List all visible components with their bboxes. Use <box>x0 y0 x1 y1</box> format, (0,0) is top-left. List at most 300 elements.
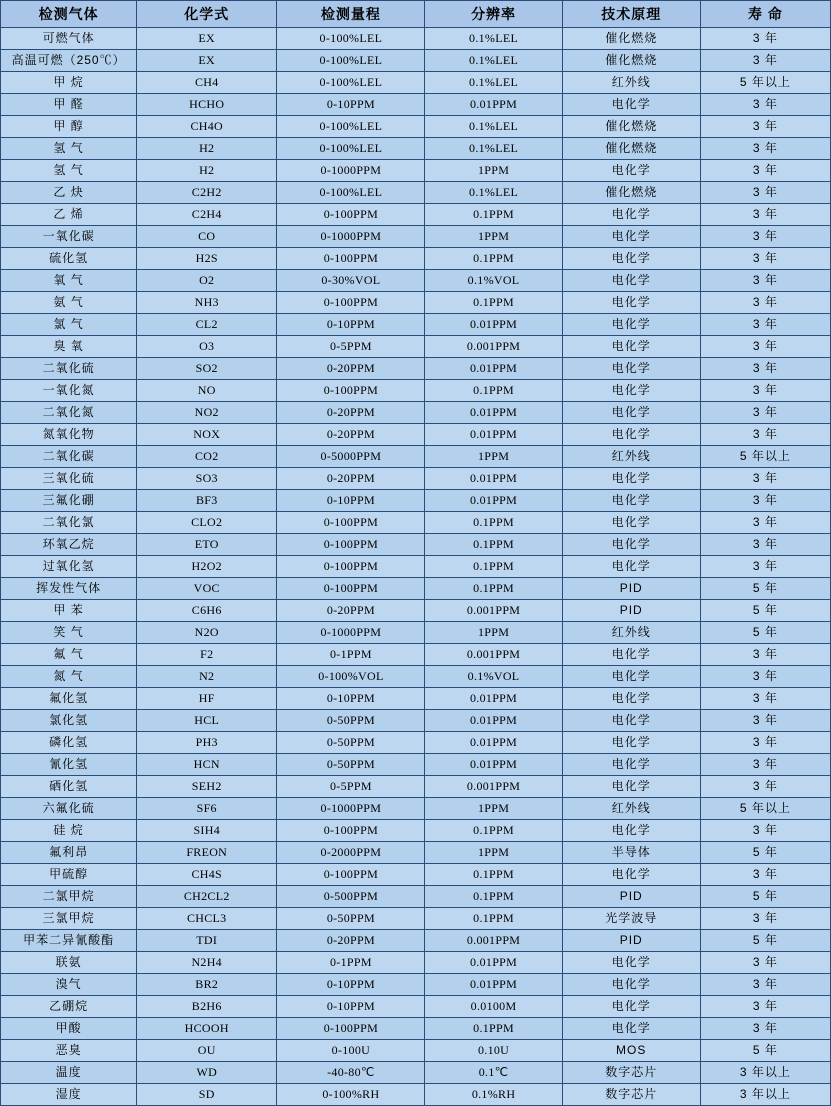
cell-principle: MOS <box>562 1040 700 1062</box>
table-row <box>1 622 831 644</box>
cell-gas: 甲 苯 <box>1 600 137 622</box>
cell-gas: 六氟化硫 <box>1 798 137 820</box>
table-row <box>1 1084 831 1106</box>
table-row <box>1 28 831 50</box>
cell-lifetime: 3 年 <box>700 974 830 996</box>
cell-lifetime: 3 年 <box>700 424 830 446</box>
cell-lifetime: 3 年 <box>700 358 830 380</box>
cell-resolution: 0.1PPM <box>425 556 562 578</box>
cell-lifetime: 3 年 <box>700 754 830 776</box>
cell-lifetime: 3 年 <box>700 776 830 798</box>
cell-range: 0-100%LEL <box>277 72 425 94</box>
cell-principle: 电化学 <box>562 710 700 732</box>
table-row <box>1 226 831 248</box>
cell-resolution: 0.1℃ <box>425 1062 562 1084</box>
cell-lifetime: 5 年以上 <box>700 798 830 820</box>
cell-resolution: 1PPM <box>425 622 562 644</box>
table-row <box>1 996 831 1018</box>
cell-lifetime: 3 年 <box>700 468 830 490</box>
cell-lifetime: 3 年 <box>700 908 830 930</box>
cell-gas: 湿度 <box>1 1084 137 1106</box>
cell-formula: BR2 <box>137 974 277 996</box>
cell-formula: SO2 <box>137 358 277 380</box>
column-header-resolution: 分辨率 <box>425 1 562 28</box>
cell-range: 0-100PPM <box>277 380 425 402</box>
cell-range: 0-100PPM <box>277 204 425 226</box>
cell-lifetime: 5 年以上 <box>700 446 830 468</box>
cell-gas: 乙 烯 <box>1 204 137 226</box>
cell-formula: CO2 <box>137 446 277 468</box>
cell-resolution: 0.1PPM <box>425 204 562 226</box>
cell-formula: O2 <box>137 270 277 292</box>
cell-range: 0-5PPM <box>277 336 425 358</box>
table-row <box>1 138 831 160</box>
cell-range: 0-20PPM <box>277 424 425 446</box>
table-row <box>1 182 831 204</box>
cell-principle: 电化学 <box>562 270 700 292</box>
cell-gas: 氮氧化物 <box>1 424 137 446</box>
table-row <box>1 402 831 424</box>
cell-lifetime: 3 年以上 <box>700 1062 830 1084</box>
cell-range: 0-10PPM <box>277 314 425 336</box>
cell-principle: 红外线 <box>562 798 700 820</box>
cell-range: 0-1PPM <box>277 952 425 974</box>
cell-gas: 甲 醇 <box>1 116 137 138</box>
cell-formula: CHCL3 <box>137 908 277 930</box>
cell-resolution: 1PPM <box>425 226 562 248</box>
cell-lifetime: 5 年 <box>700 578 830 600</box>
cell-range: 0-20PPM <box>277 402 425 424</box>
cell-lifetime: 3 年 <box>700 226 830 248</box>
cell-resolution: 1PPM <box>425 160 562 182</box>
cell-gas: 联氨 <box>1 952 137 974</box>
cell-gas: 温度 <box>1 1062 137 1084</box>
cell-range: 0-10PPM <box>277 688 425 710</box>
cell-lifetime: 3 年 <box>700 666 830 688</box>
cell-principle: 电化学 <box>562 490 700 512</box>
table-row <box>1 358 831 380</box>
cell-principle: 催化燃烧 <box>562 138 700 160</box>
cell-resolution: 0.1%VOL <box>425 270 562 292</box>
cell-formula: B2H6 <box>137 996 277 1018</box>
cell-range: 0-20PPM <box>277 358 425 380</box>
cell-range: 0-20PPM <box>277 468 425 490</box>
cell-gas: 氢 气 <box>1 160 137 182</box>
cell-principle: 电化学 <box>562 380 700 402</box>
cell-gas: 甲 醛 <box>1 94 137 116</box>
cell-formula: CL2 <box>137 314 277 336</box>
cell-range: 0-100PPM <box>277 1018 425 1040</box>
table-row <box>1 160 831 182</box>
cell-principle: 电化学 <box>562 688 700 710</box>
cell-resolution: 0.1%LEL <box>425 28 562 50</box>
table-row <box>1 72 831 94</box>
cell-principle: 电化学 <box>562 974 700 996</box>
cell-formula: CH4 <box>137 72 277 94</box>
cell-lifetime: 5 年 <box>700 930 830 952</box>
cell-gas: 三氧化硫 <box>1 468 137 490</box>
cell-gas: 硒化氢 <box>1 776 137 798</box>
cell-formula: HCHO <box>137 94 277 116</box>
cell-resolution: 1PPM <box>425 446 562 468</box>
cell-range: 0-1000PPM <box>277 160 425 182</box>
cell-gas: 一氧化氮 <box>1 380 137 402</box>
table-row <box>1 556 831 578</box>
cell-principle: PID <box>562 886 700 908</box>
cell-principle: PID <box>562 930 700 952</box>
cell-range: 0-10PPM <box>277 94 425 116</box>
cell-principle: 电化学 <box>562 776 700 798</box>
table-row <box>1 710 831 732</box>
cell-gas: 过氧化氢 <box>1 556 137 578</box>
cell-principle: 电化学 <box>562 402 700 424</box>
cell-gas: 硫化氢 <box>1 248 137 270</box>
cell-lifetime: 3 年 <box>700 864 830 886</box>
cell-lifetime: 3 年 <box>700 644 830 666</box>
cell-formula: NO2 <box>137 402 277 424</box>
cell-lifetime: 5 年以上 <box>700 72 830 94</box>
table-row <box>1 886 831 908</box>
cell-principle: 电化学 <box>562 512 700 534</box>
cell-lifetime: 3 年 <box>700 490 830 512</box>
table-row <box>1 50 831 72</box>
cell-principle: 半导体 <box>562 842 700 864</box>
cell-resolution: 0.01PPM <box>425 314 562 336</box>
cell-range: 0-100PPM <box>277 534 425 556</box>
cell-principle: 电化学 <box>562 424 700 446</box>
cell-resolution: 0.1PPM <box>425 578 562 600</box>
cell-range: 0-10PPM <box>277 490 425 512</box>
cell-range: -40-80℃ <box>277 1062 425 1084</box>
table-row <box>1 204 831 226</box>
cell-resolution: 0.001PPM <box>425 644 562 666</box>
cell-gas: 二氧化碳 <box>1 446 137 468</box>
cell-resolution: 0.1%LEL <box>425 50 562 72</box>
cell-principle: 电化学 <box>562 204 700 226</box>
cell-gas: 二氧化氮 <box>1 402 137 424</box>
cell-principle: 电化学 <box>562 336 700 358</box>
cell-principle: 电化学 <box>562 996 700 1018</box>
cell-gas: 高温可燃（250℃） <box>1 50 137 72</box>
table-row <box>1 1040 831 1062</box>
cell-range: 0-100PPM <box>277 556 425 578</box>
cell-lifetime: 3 年 <box>700 710 830 732</box>
cell-resolution: 0.01PPM <box>425 952 562 974</box>
cell-gas: 氢 气 <box>1 138 137 160</box>
cell-formula: SO3 <box>137 468 277 490</box>
cell-range: 0-50PPM <box>277 908 425 930</box>
table-row <box>1 490 831 512</box>
cell-formula: SF6 <box>137 798 277 820</box>
cell-formula: N2H4 <box>137 952 277 974</box>
cell-range: 0-20PPM <box>277 930 425 952</box>
cell-range: 0-10PPM <box>277 974 425 996</box>
cell-gas: 臭 氧 <box>1 336 137 358</box>
cell-formula: C2H4 <box>137 204 277 226</box>
cell-principle: 电化学 <box>562 754 700 776</box>
cell-gas: 甲苯二异氰酸酯 <box>1 930 137 952</box>
cell-formula: N2 <box>137 666 277 688</box>
cell-gas: 挥发性气体 <box>1 578 137 600</box>
table-row <box>1 512 831 534</box>
cell-resolution: 0.01PPM <box>425 688 562 710</box>
cell-gas: 甲酸 <box>1 1018 137 1040</box>
cell-formula: HCL <box>137 710 277 732</box>
cell-resolution: 0.1PPM <box>425 864 562 886</box>
cell-lifetime: 3 年 <box>700 314 830 336</box>
cell-formula: C6H6 <box>137 600 277 622</box>
cell-formula: NOX <box>137 424 277 446</box>
column-header-gas: 检测气体 <box>1 1 137 28</box>
cell-lifetime: 3 年 <box>700 380 830 402</box>
cell-principle: 电化学 <box>562 732 700 754</box>
cell-gas: 氨 气 <box>1 292 137 314</box>
table-row <box>1 270 831 292</box>
cell-principle: 电化学 <box>562 248 700 270</box>
cell-resolution: 0.01PPM <box>425 94 562 116</box>
cell-resolution: 0.001PPM <box>425 336 562 358</box>
cell-principle: 电化学 <box>562 666 700 688</box>
cell-lifetime: 5 年 <box>700 1040 830 1062</box>
cell-formula: H2 <box>137 160 277 182</box>
cell-resolution: 0.1%LEL <box>425 72 562 94</box>
cell-gas: 可燃气体 <box>1 28 137 50</box>
cell-formula: ETO <box>137 534 277 556</box>
table-row <box>1 930 831 952</box>
cell-range: 0-100%LEL <box>277 28 425 50</box>
cell-lifetime: 3 年 <box>700 556 830 578</box>
table-row <box>1 864 831 886</box>
cell-principle: 电化学 <box>562 864 700 886</box>
table-row <box>1 776 831 798</box>
cell-lifetime: 3 年 <box>700 820 830 842</box>
cell-range: 0-50PPM <box>277 732 425 754</box>
cell-gas: 乙硼烷 <box>1 996 137 1018</box>
table-body <box>1 28 831 1106</box>
cell-formula: CH2CL2 <box>137 886 277 908</box>
cell-resolution: 0.01PPM <box>425 490 562 512</box>
table-row <box>1 292 831 314</box>
cell-lifetime: 3 年 <box>700 1018 830 1040</box>
cell-range: 0-100%LEL <box>277 50 425 72</box>
cell-resolution: 0.01PPM <box>425 402 562 424</box>
cell-resolution: 0.0100M <box>425 996 562 1018</box>
table-row <box>1 424 831 446</box>
cell-principle: PID <box>562 578 700 600</box>
cell-principle: 电化学 <box>562 1018 700 1040</box>
cell-gas: 二氧化硫 <box>1 358 137 380</box>
cell-resolution: 0.01PPM <box>425 732 562 754</box>
cell-lifetime: 5 年 <box>700 842 830 864</box>
cell-gas: 二氯甲烷 <box>1 886 137 908</box>
table-row <box>1 380 831 402</box>
table-row <box>1 842 831 864</box>
cell-resolution: 0.1PPM <box>425 248 562 270</box>
cell-formula: HF <box>137 688 277 710</box>
cell-formula: HCOOH <box>137 1018 277 1040</box>
cell-lifetime: 3 年以上 <box>700 1084 830 1106</box>
cell-formula: CLO2 <box>137 512 277 534</box>
cell-lifetime: 3 年 <box>700 534 830 556</box>
cell-range: 0-1000PPM <box>277 622 425 644</box>
cell-gas: 氧 气 <box>1 270 137 292</box>
cell-formula: FREON <box>137 842 277 864</box>
cell-formula: H2S <box>137 248 277 270</box>
cell-range: 0-100%LEL <box>277 116 425 138</box>
cell-resolution: 1PPM <box>425 798 562 820</box>
cell-range: 0-100PPM <box>277 578 425 600</box>
cell-lifetime: 3 年 <box>700 402 830 424</box>
cell-resolution: 0.1PPM <box>425 512 562 534</box>
cell-lifetime: 5 年 <box>700 886 830 908</box>
cell-resolution: 0.1PPM <box>425 534 562 556</box>
cell-gas: 二氧化氯 <box>1 512 137 534</box>
table-row <box>1 534 831 556</box>
cell-lifetime: 3 年 <box>700 50 830 72</box>
cell-resolution: 0.01PPM <box>425 468 562 490</box>
cell-principle: 电化学 <box>562 820 700 842</box>
table-row <box>1 732 831 754</box>
cell-principle: 数字芯片 <box>562 1084 700 1106</box>
cell-formula: SIH4 <box>137 820 277 842</box>
cell-resolution: 0.1PPM <box>425 886 562 908</box>
cell-lifetime: 3 年 <box>700 94 830 116</box>
cell-range: 0-50PPM <box>277 754 425 776</box>
cell-resolution: 0.1PPM <box>425 908 562 930</box>
cell-range: 0-1000PPM <box>277 226 425 248</box>
cell-lifetime: 3 年 <box>700 270 830 292</box>
cell-gas: 环氧乙烷 <box>1 534 137 556</box>
column-header-principle: 技术原理 <box>562 1 700 28</box>
cell-formula: CO <box>137 226 277 248</box>
cell-range: 0-2000PPM <box>277 842 425 864</box>
cell-principle: 电化学 <box>562 226 700 248</box>
cell-gas: 氟利昂 <box>1 842 137 864</box>
cell-principle: 电化学 <box>562 358 700 380</box>
table-row <box>1 952 831 974</box>
cell-range: 0-500PPM <box>277 886 425 908</box>
cell-range: 0-30%VOL <box>277 270 425 292</box>
cell-principle: 电化学 <box>562 292 700 314</box>
table-row <box>1 336 831 358</box>
cell-lifetime: 3 年 <box>700 688 830 710</box>
cell-resolution: 0.1PPM <box>425 380 562 402</box>
cell-lifetime: 3 年 <box>700 138 830 160</box>
cell-principle: 数字芯片 <box>562 1062 700 1084</box>
table-row <box>1 94 831 116</box>
cell-resolution: 0.1PPM <box>425 820 562 842</box>
cell-principle: 催化燃烧 <box>562 116 700 138</box>
cell-formula: WD <box>137 1062 277 1084</box>
table-row <box>1 248 831 270</box>
cell-principle: 催化燃烧 <box>562 28 700 50</box>
cell-resolution: 0.1%LEL <box>425 182 562 204</box>
cell-range: 0-5000PPM <box>277 446 425 468</box>
column-header-formula: 化学式 <box>137 1 277 28</box>
cell-range: 0-100PPM <box>277 864 425 886</box>
cell-formula: PH3 <box>137 732 277 754</box>
cell-principle: 催化燃烧 <box>562 182 700 204</box>
cell-resolution: 0.01PPM <box>425 358 562 380</box>
cell-resolution: 0.1%RH <box>425 1084 562 1106</box>
cell-lifetime: 5 年 <box>700 600 830 622</box>
cell-range: 0-100%LEL <box>277 138 425 160</box>
cell-gas: 硅 烷 <box>1 820 137 842</box>
cell-lifetime: 3 年 <box>700 182 830 204</box>
cell-resolution: 0.10U <box>425 1040 562 1062</box>
cell-resolution: 0.01PPM <box>425 754 562 776</box>
cell-gas: 磷化氢 <box>1 732 137 754</box>
cell-principle: 电化学 <box>562 952 700 974</box>
table-row <box>1 974 831 996</box>
cell-range: 0-100PPM <box>277 512 425 534</box>
cell-formula: EX <box>137 50 277 72</box>
cell-principle: 红外线 <box>562 446 700 468</box>
cell-range: 0-100PPM <box>277 820 425 842</box>
table-row <box>1 644 831 666</box>
cell-principle: 红外线 <box>562 622 700 644</box>
cell-gas: 恶臭 <box>1 1040 137 1062</box>
table-row <box>1 578 831 600</box>
cell-lifetime: 3 年 <box>700 204 830 226</box>
cell-resolution: 0.1PPM <box>425 1018 562 1040</box>
cell-formula: CH4O <box>137 116 277 138</box>
table-row <box>1 446 831 468</box>
cell-lifetime: 3 年 <box>700 116 830 138</box>
cell-gas: 三氯甲烷 <box>1 908 137 930</box>
cell-principle: 电化学 <box>562 534 700 556</box>
cell-resolution: 0.1PPM <box>425 292 562 314</box>
cell-gas: 氰化氢 <box>1 754 137 776</box>
table-row <box>1 666 831 688</box>
cell-gas: 氯 气 <box>1 314 137 336</box>
cell-formula: TDI <box>137 930 277 952</box>
cell-resolution: 0.1%LEL <box>425 116 562 138</box>
cell-lifetime: 3 年 <box>700 996 830 1018</box>
cell-gas: 氯化氢 <box>1 710 137 732</box>
cell-range: 0-100%LEL <box>277 182 425 204</box>
cell-principle: 电化学 <box>562 468 700 490</box>
cell-gas: 笑 气 <box>1 622 137 644</box>
cell-lifetime: 3 年 <box>700 160 830 182</box>
cell-gas: 氮 气 <box>1 666 137 688</box>
cell-resolution: 0.1%VOL <box>425 666 562 688</box>
cell-lifetime: 3 年 <box>700 336 830 358</box>
table-row <box>1 600 831 622</box>
cell-formula: H2O2 <box>137 556 277 578</box>
cell-resolution: 1PPM <box>425 842 562 864</box>
cell-principle: 电化学 <box>562 556 700 578</box>
cell-formula: CH4S <box>137 864 277 886</box>
header-row <box>1 1 831 28</box>
cell-formula: NH3 <box>137 292 277 314</box>
cell-principle: 光学波导 <box>562 908 700 930</box>
cell-gas: 乙 炔 <box>1 182 137 204</box>
table-row <box>1 468 831 490</box>
cell-resolution: 0.01PPM <box>425 710 562 732</box>
table-header <box>1 1 831 28</box>
cell-principle: PID <box>562 600 700 622</box>
cell-gas: 溴气 <box>1 974 137 996</box>
cell-gas: 氟化氢 <box>1 688 137 710</box>
cell-formula: F2 <box>137 644 277 666</box>
cell-gas: 甲硫醇 <box>1 864 137 886</box>
cell-formula: SEH2 <box>137 776 277 798</box>
cell-formula: O3 <box>137 336 277 358</box>
table-row <box>1 754 831 776</box>
cell-range: 0-100%VOL <box>277 666 425 688</box>
cell-principle: 电化学 <box>562 94 700 116</box>
